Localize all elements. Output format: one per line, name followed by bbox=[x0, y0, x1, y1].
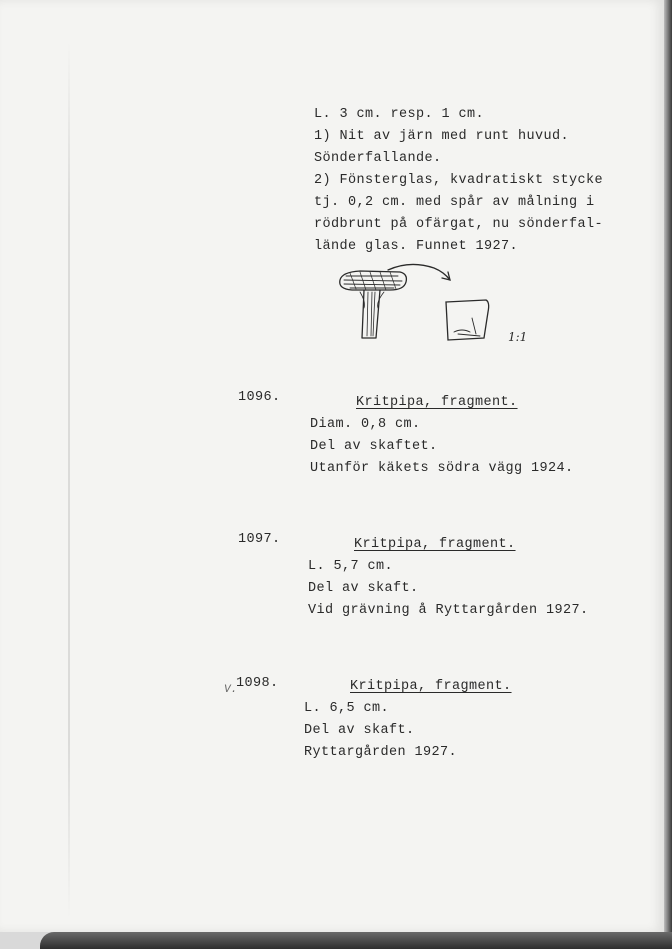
margin-mark: V. bbox=[224, 684, 238, 696]
glass-piece bbox=[446, 300, 489, 340]
entry-number: 1097. bbox=[238, 532, 281, 547]
prev-line-3: Sönderfallande. bbox=[314, 151, 442, 166]
page-edge-right bbox=[664, 0, 672, 949]
prev-line-5: tj. 0,2 cm. med spår av målning i bbox=[314, 195, 595, 210]
prev-line-6: rödbrunt på ofärgat, nu sönderfal- bbox=[314, 217, 604, 232]
entry-line: Del av skaftet. bbox=[310, 439, 438, 454]
entry-line: Diam. 0,8 cm. bbox=[310, 417, 421, 432]
page-edge-bottom bbox=[40, 932, 672, 949]
entry-line: Vid grävning å Ryttargården 1927. bbox=[308, 603, 589, 618]
prev-line-4: 2) Fönsterglas, kvadratiskt stycke bbox=[314, 173, 604, 188]
prev-line-1: L. 3 cm. resp. 1 cm. bbox=[314, 107, 485, 122]
entry-line: Del av skaft. bbox=[308, 581, 419, 596]
entry-title: Kritpipa, fragment. bbox=[354, 537, 516, 552]
entry-title: Kritpipa, fragment. bbox=[350, 679, 512, 694]
entry-number: 1096. bbox=[238, 390, 281, 405]
entry-line: Ryttargården 1927. bbox=[304, 745, 458, 760]
entry-line: L. 6,5 cm. bbox=[304, 701, 390, 716]
scale-note: 1:1 bbox=[508, 330, 528, 344]
entry-title: Kritpipa, fragment. bbox=[356, 395, 518, 410]
entry-line: Utanför käkets södra vägg 1924. bbox=[310, 461, 574, 476]
prev-line-2: 1) Nit av järn med runt huvud. bbox=[314, 129, 570, 144]
binding-shadow bbox=[68, 40, 70, 920]
entry-number: 1098. bbox=[236, 676, 279, 691]
entry-line: L. 5,7 cm. bbox=[308, 559, 394, 574]
prev-line-7: lände glas. Funnet 1927. bbox=[314, 239, 519, 254]
entry-line: Del av skaft. bbox=[304, 723, 415, 738]
